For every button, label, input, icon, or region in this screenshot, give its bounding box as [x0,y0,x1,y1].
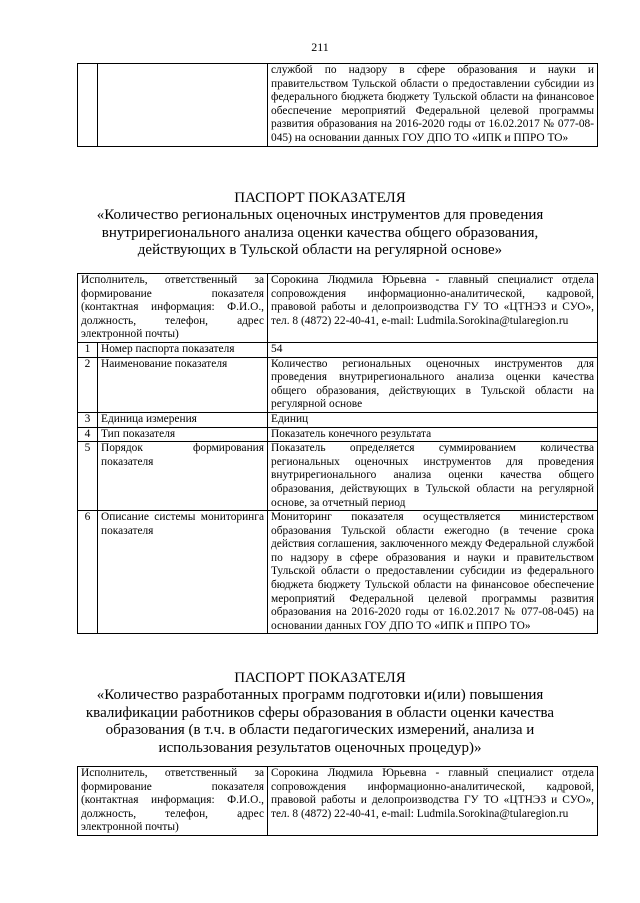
row-label: Порядок формирования показателя [98,442,268,511]
table-row [78,511,598,634]
passport-2-subtitle: «Количество разработанных программ подготовки и(или) повышения квалификации работников сферы образования в области оценки качества образования (в т.ч. в области педагогических измерений, анализа и использования результатов оценочных процедур)» [85,687,555,756]
row-number: 2 [78,357,98,412]
passport-2-table [77,766,598,836]
table-row [78,64,598,147]
passport-2-header [0,670,640,757]
row-number: 4 [78,427,98,442]
table-cell [78,64,98,147]
page-number: 211 [311,40,329,54]
row-value: Единиц [268,412,598,427]
executor-value: Сорокина Людмила Юрьевна - главный специалист отдела сопровождения информационно-аналитической, кадровой, правовой работы и делопроизводства ГУ ТО «ЦТНЭЗ и СУО», тел. 8 (4872) 22-40-41, e-mail: Ludmila.Sorokina@tularegion.ru [268,274,598,343]
row-label: Описание системы мониторинга показателя [98,511,268,634]
row-value: Мониторинг показателя осуществляется министерством образования Тульской области ежегодно (в течение срока действия соглашения, заключенного между Федеральной службой по надзору в сфере образования и науки и правительством Тульской области о предоставлении субсидии из федерального бюджета бюджету Тульской области на финансовое обеспечение мероприятий Федеральной целевой программы развития образования на 2016-2020 годы от 16.02.2017 № 077-08-045) на основании данных ГОУ ДПО ТО «ИПК и ППРО ТО» [268,511,598,634]
row-value: Показатель определяется суммированием количества региональных оценочных инструментов для проведения внутрирегионального анализа оценки качества общего образования, действующих в Тульской области на регулярной основе, за отчетный период [268,442,598,511]
table-row [78,427,598,442]
row-value: Показатель конечного результата [268,427,598,442]
row-label: Единица измерения [98,412,268,427]
row-value: Количество региональных оценочных инструментов для проведения внутрирегионального анализа оценки качества общего образования, действующих в Тульской области на регулярной основе [268,357,598,412]
table-row [78,342,598,357]
table-row [78,767,598,836]
passport-2-title: ПАСПОРТ ПОКАЗАТЕЛЯ [234,670,406,686]
row-value: 54 [268,342,598,357]
executor-label: Исполнитель, ответственный за формирование показателя (контактная информация: Ф.И.О., должность, телефон, адрес электронной почты) [78,274,268,343]
continuation-table [77,63,598,147]
passport-1-table [77,273,598,634]
table-row [78,274,598,343]
table-row [78,357,598,412]
table-row [78,442,598,511]
passport-1-header [0,190,640,260]
row-number: 5 [78,442,98,511]
row-number: 3 [78,412,98,427]
row-label: Наименование показателя [98,357,268,412]
executor-value: Сорокина Людмила Юрьевна - главный специалист отдела сопровождения информационно-аналитической, кадровой, правовой работы и делопроизводства ГУ ТО «ЦТНЭЗ и СУО», тел. 8 (4872) 22-40-41, e-mail: Ludmila.Sorokina@tularegion.ru [268,767,598,836]
table-row [78,412,598,427]
row-number: 1 [78,342,98,357]
executor-label: Исполнитель, ответственный за формирование показателя (контактная информация: Ф.И.О., должность, телефон, адрес электронной почты) [78,767,268,836]
table-cell [98,64,268,147]
continuation-text: службой по надзору в сфере образования и науки и правительством Тульской области о предоставлении субсидии из федерального бюджета бюджету Тульской области на финансовое обеспечение мероприятий Федеральной целевой программы развития образования на 2016-2020 годы от 16.02.2017 № 077-08-045) на основании данных ГОУ ДПО ТО «ИПК и ППРО ТО» [268,64,598,147]
row-number: 6 [78,511,98,634]
row-label: Номер паспорта показателя [98,342,268,357]
passport-1-title: ПАСПОРТ ПОКАЗАТЕЛЯ [234,190,406,206]
passport-1-subtitle: «Количество региональных оценочных инструментов для проведения внутрирегионального анализа оценки качества общего образования, действующих в Тульской области на регулярной основе» [96,207,544,259]
row-label: Тип показателя [98,427,268,442]
